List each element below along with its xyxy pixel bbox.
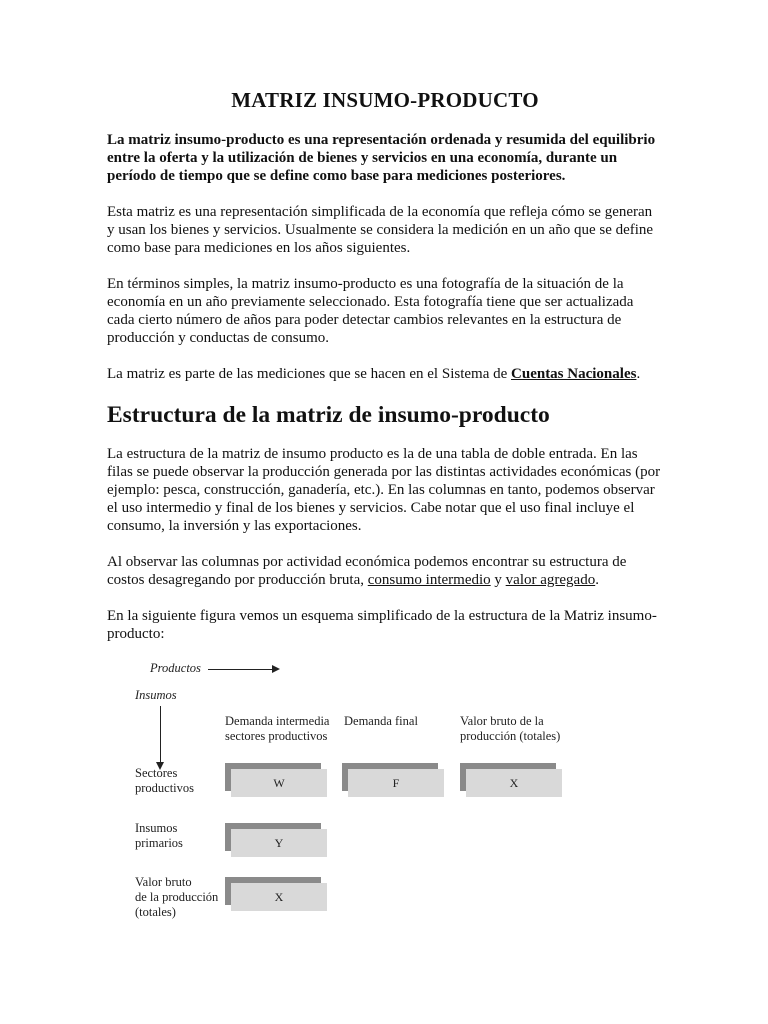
cell-f	[342, 763, 442, 797]
consumo-intermedio-link[interactable]: consumo intermedio	[367, 572, 491, 588]
productos-label: Productos	[150, 661, 201, 675]
col1-line1: Demanda intermedia	[225, 714, 330, 728]
paragraph-4-text: La matriz es parte de las mediciones que se hacen en el Sistema de	[107, 366, 512, 382]
section-paragraph-3: En la siguiente figura vemos un esquema simplificado de la estructura de la Matriz insumo-producto:	[107, 608, 657, 642]
col3-line1: Valor bruto de la	[460, 714, 544, 728]
cell-x-top	[460, 763, 560, 797]
section-paragraph-2-text: Al observar las columnas por actividad económica podemos encontrar su estructura de costos desagregando por producción bruta,	[107, 554, 627, 588]
row2-line2: primarios	[135, 836, 183, 850]
lead-paragraph: La matriz insumo-producto es una representación ordenada y resumida del equilibrio entre la oferta y la utilización de bienes y servicios en una economía, durante un período de tiempo que se define como base para mediciones posteriores.	[107, 132, 656, 184]
col-header-demanda-final: Demanda final	[344, 714, 418, 728]
row-label-sectores	[135, 766, 194, 796]
right-arrow-icon	[208, 669, 278, 670]
cell-w-label: W	[231, 769, 327, 797]
cell-x-bottom-label: X	[231, 883, 327, 911]
cell-x-top-label: X	[466, 769, 562, 797]
cell-w	[225, 763, 325, 797]
row-label-valor-bruto	[135, 875, 218, 920]
cell-y	[225, 823, 325, 857]
row3-line1: Valor bruto	[135, 875, 192, 889]
row2-line1: Insumos	[135, 821, 178, 835]
row-label-insumos-primarios	[135, 821, 183, 851]
section-paragraph-2	[107, 553, 663, 589]
row1-line2: productivos	[135, 781, 195, 795]
matrix-diagram	[122, 648, 596, 928]
paragraph-4-end: .	[636, 366, 641, 382]
col-header-demanda-intermedia	[225, 714, 329, 744]
col3-line2: producción (totales)	[460, 729, 561, 743]
section-paragraph-1: La estructura de la matriz de insumo producto es la de una tabla de doble entrada. En las filas se puede observar la producción generada por las distintas actividades económicas (por ejemplo: pesca, construcción, ganadería, etc.). En las columnas en tanto, podemos observar el uso intermedio y final de los bienes y servicios. Cabe notar que el uso final incluye el consumo, la inversión y las exportaciones.	[107, 446, 661, 534]
cell-x-bottom	[225, 877, 325, 911]
insumos-label: Insumos	[135, 688, 177, 702]
col-header-valor-bruto	[460, 714, 560, 744]
cell-y-label: Y	[231, 829, 327, 857]
down-arrow-icon	[160, 706, 161, 768]
cuentas-nacionales-link[interactable]: Cuentas Nacionales	[511, 366, 637, 382]
cell-f-label: F	[348, 769, 444, 797]
page-title: MATRIZ INSUMO-PRODUCTO	[231, 88, 539, 112]
col1-line2: sectores productivos	[225, 729, 328, 743]
paragraph-3: En términos simples, la matriz insumo-producto es una fotografía de la situación de la economía en un año previamente seleccionado. Esta fotografía tiene que ser actualizada cada cierto número de años para poder detectar cambios relevantes en la estructura de producción y conductas de consumo.	[107, 276, 634, 346]
valor-agregado-link[interactable]: valor agregado	[505, 572, 596, 588]
paragraph-2: Esta matriz es una representación simplificada de la economía que refleja cómo se generan y usan los bienes y servicios. Usualmente se considera la medición en un año que se define como base para mediciones en los años siguientes.	[107, 204, 654, 256]
row3-line3: (totales)	[135, 905, 176, 919]
document-page	[107, 88, 663, 661]
row3-line2: de la producción	[135, 890, 219, 904]
section-paragraph-2-end: .	[595, 572, 599, 588]
section-heading: Estructura de la matriz de insumo-producto	[107, 402, 550, 428]
paragraph-4	[107, 365, 663, 383]
conjunction: y	[490, 572, 506, 588]
row1-line1: Sectores	[135, 766, 178, 780]
